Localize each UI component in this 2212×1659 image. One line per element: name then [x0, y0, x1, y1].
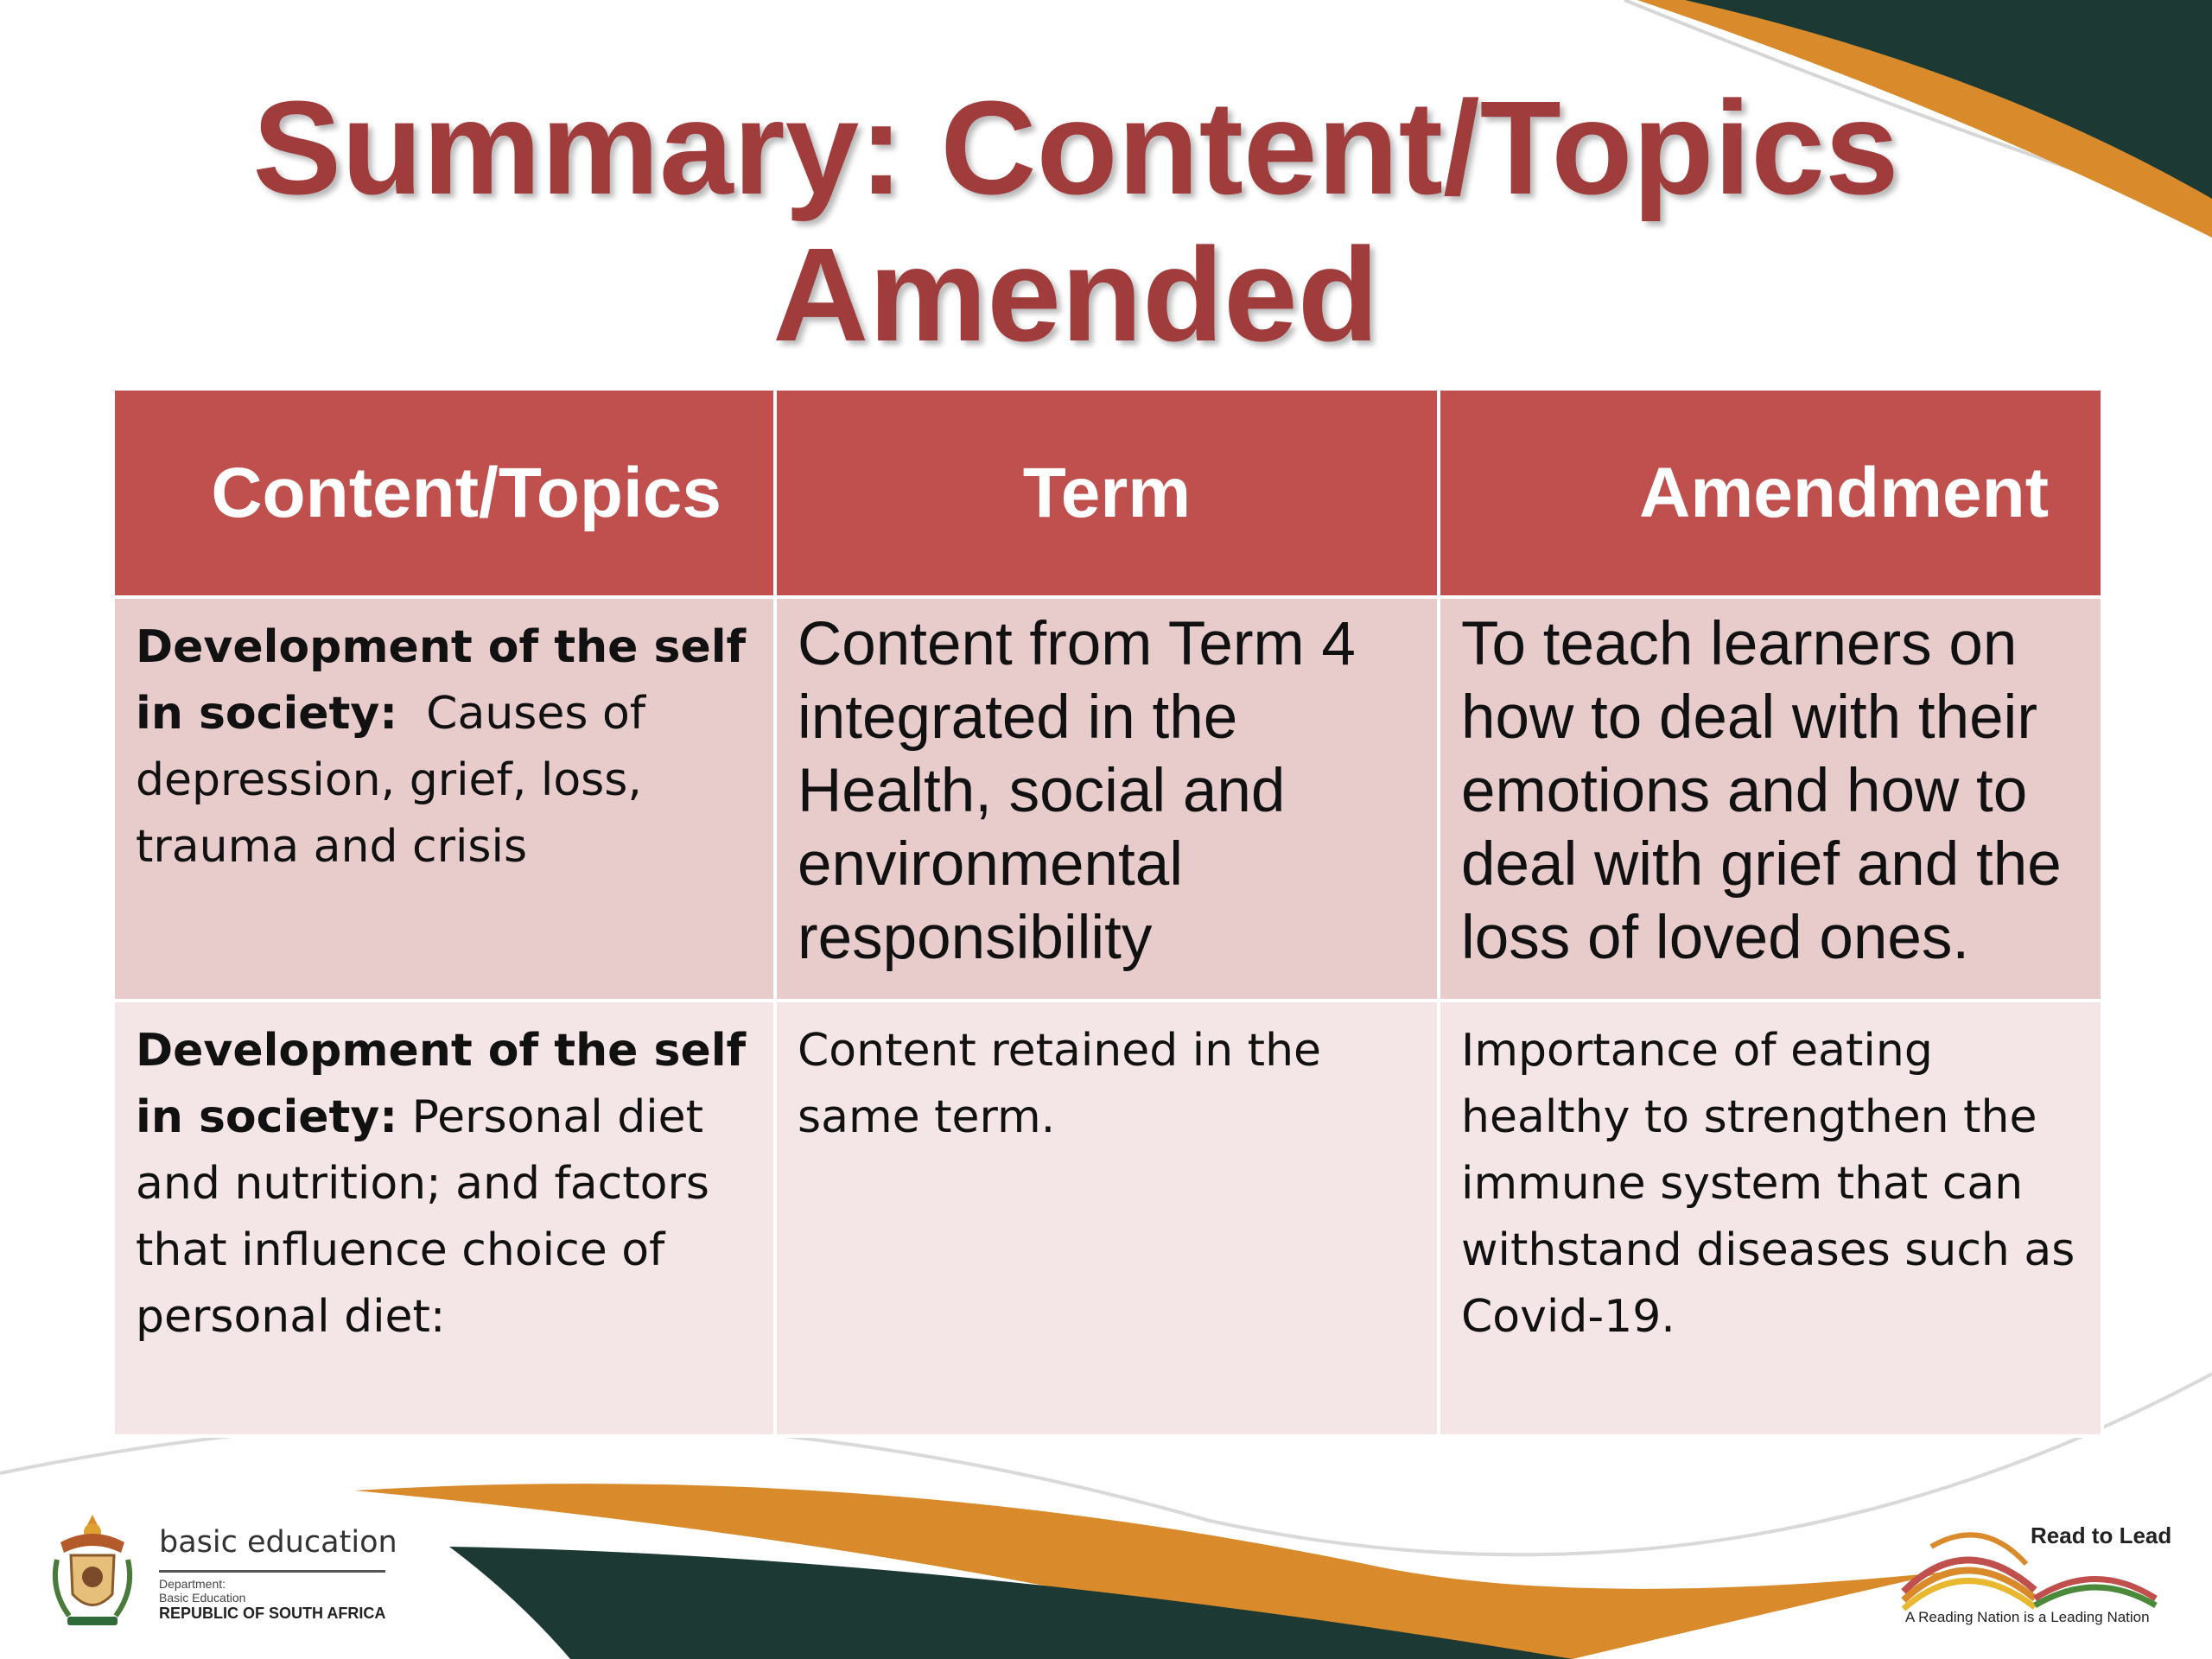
department-line-2: Basic Education	[159, 1591, 246, 1605]
slide-title-line-1: Summary: Content/Topics	[252, 73, 1899, 222]
department-line-1: Department:	[159, 1577, 226, 1591]
amendments-table	[111, 387, 2104, 1438]
read-to-lead-title: Read to Lead	[2031, 1522, 2172, 1548]
slide-title-line-2: Amended	[772, 220, 1379, 369]
column-header-term: Term	[775, 389, 1439, 597]
logo-divider	[159, 1570, 385, 1573]
term-cell: Content from Term 4 integrated in the Health, social and environmental responsibility	[775, 597, 1439, 1001]
read-to-lead-tagline: A Reading Nation is a Leading Nation	[1905, 1609, 2150, 1625]
coat-of-arms-icon	[45, 1508, 140, 1633]
topic-description: Causes of depression, grief, loss, trauma and crisis	[136, 688, 646, 873]
amendment-cell: Importance of eating healthy to strengthen the immune system that can withstand diseases such as Covid-19.	[1439, 1001, 2102, 1436]
topic-heading: Development of the self in society:	[136, 1025, 747, 1143]
term-cell: Content retained in the same term.	[775, 1001, 1439, 1436]
read-to-lead-logo	[1897, 1512, 2182, 1642]
department-label	[159, 1577, 245, 1605]
basic-education-title: basic education	[159, 1525, 397, 1560]
table-header-row	[113, 389, 2102, 597]
topic-heading: Development of the self in society:	[136, 621, 747, 740]
topic-description: Personal diet and nutrition; and factors that influence choice of personal diet:	[136, 1091, 709, 1343]
basic-education-logo	[45, 1508, 408, 1637]
column-header-content-topics: Content/Topics	[113, 389, 775, 597]
country-label: REPUBLIC OF SOUTH AFRICA	[159, 1605, 386, 1622]
topic-cell	[113, 1001, 775, 1436]
topic-cell	[113, 597, 775, 1001]
column-header-amendment: Amendment	[1439, 389, 2102, 597]
table-row	[113, 1001, 2102, 1436]
table-row	[113, 597, 2102, 1001]
amendment-cell: To teach learners on how to deal with their emotions and how to deal with grief and the loss of loved ones.	[1439, 597, 2102, 1001]
